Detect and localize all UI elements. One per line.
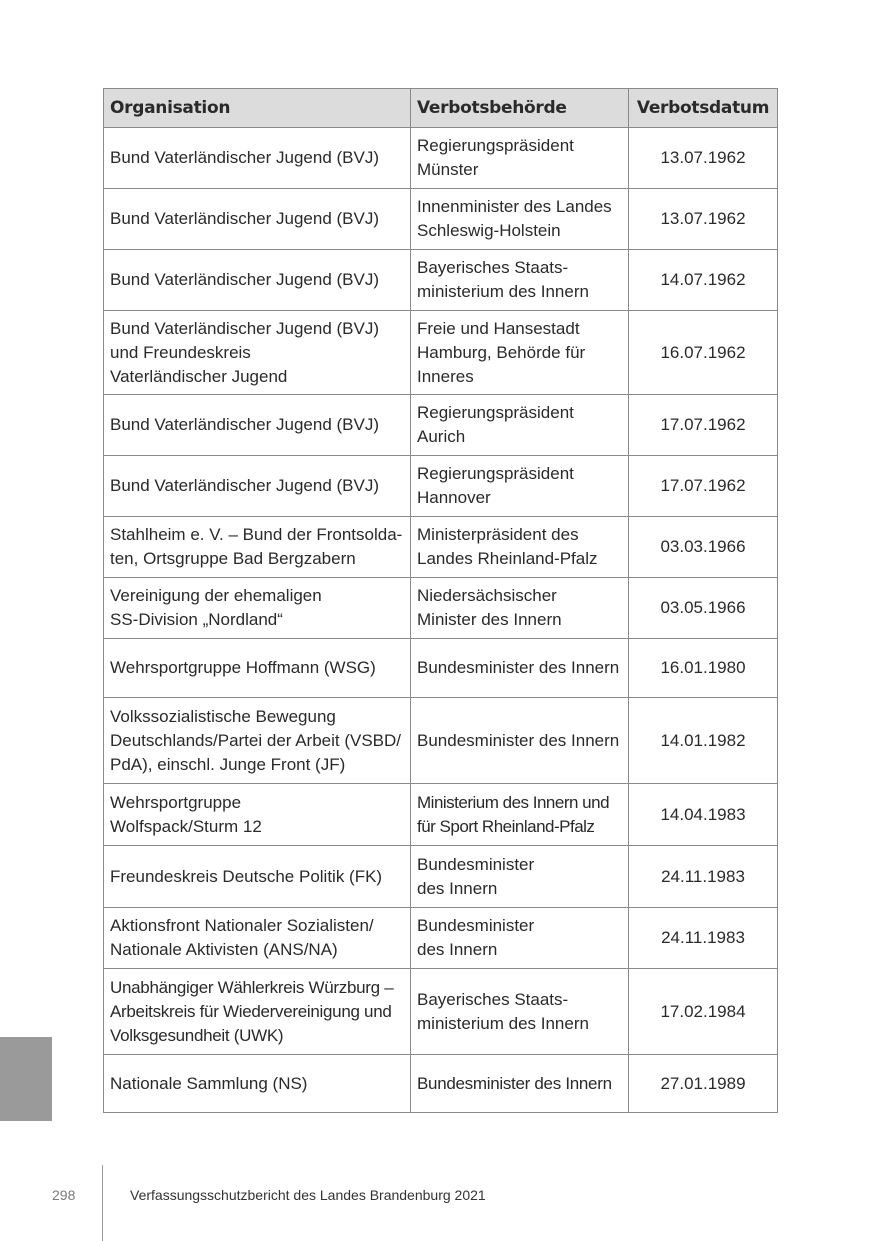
cell-organisation: Bund Vaterländischer Jugend (BVJ) <box>104 128 411 189</box>
cell-date: 16.07.1962 <box>629 311 778 395</box>
cell-date: 17.07.1962 <box>629 456 778 517</box>
cell-authority: Bayerisches Staats- ministerium des Innern <box>411 250 629 311</box>
cell-organisation: Bund Vaterländischer Jugend (BVJ) <box>104 395 411 456</box>
chapter-side-tab <box>0 1037 52 1121</box>
cell-date: 03.03.1966 <box>629 517 778 578</box>
table-row <box>104 908 778 969</box>
cell-organisation: Bund Vaterländischer Jugend (BVJ) <box>104 250 411 311</box>
cell-authority: Bundesminister des Innern <box>411 846 629 908</box>
cell-authority: Bundesminister des Innern <box>411 639 629 698</box>
cell-authority: Regierungspräsident Münster <box>411 128 629 189</box>
cell-organisation: Wehrsportgruppe Wolfspack/Sturm 12 <box>104 784 411 846</box>
cell-organisation: Nationale Sammlung (NS) <box>104 1055 411 1113</box>
header-verbotsbehoerde: Verbotsbehörde <box>411 89 629 128</box>
cell-date: 14.07.1962 <box>629 250 778 311</box>
table-row <box>104 311 778 395</box>
ban-table <box>103 88 778 1113</box>
table-row <box>104 639 778 698</box>
table-row <box>104 784 778 846</box>
cell-authority: Ministerium des Innern und für Sport Rheinland-Pfalz <box>411 784 629 846</box>
cell-authority: Freie und Hansestadt Hamburg, Behörde für Inneres <box>411 311 629 395</box>
cell-organisation: Stahlheim e. V. – Bund der Frontsolda- ten, Ortsgruppe Bad Bergzabern <box>104 517 411 578</box>
cell-authority: Bundesminister des Innern <box>411 1055 629 1113</box>
table-row <box>104 250 778 311</box>
table-row <box>104 698 778 784</box>
cell-organisation: Bund Vaterländischer Jugend (BVJ) <box>104 456 411 517</box>
table-row <box>104 517 778 578</box>
table-row <box>104 1055 778 1113</box>
page-number: 298 <box>52 1187 76 1203</box>
cell-date: 17.07.1962 <box>629 395 778 456</box>
table-row <box>104 189 778 250</box>
footer-divider <box>102 1165 103 1241</box>
cell-organisation: Unabhängiger Wählerkreis Würzburg – Arbeitskreis für Wiedervereinigung und Volksgesundheit (UWK) <box>104 969 411 1055</box>
table-row <box>104 969 778 1055</box>
cell-date: 14.01.1982 <box>629 698 778 784</box>
header-verbotsdatum: Verbotsdatum <box>629 89 778 128</box>
cell-authority: Regierungspräsident Hannover <box>411 456 629 517</box>
table-row <box>104 395 778 456</box>
cell-date: 24.11.1983 <box>629 846 778 908</box>
cell-date: 16.01.1980 <box>629 639 778 698</box>
table-row <box>104 456 778 517</box>
cell-date: 13.07.1962 <box>629 128 778 189</box>
cell-organisation: Bund Vaterländischer Jugend (BVJ) und Freundeskreis Vaterländischer Jugend <box>104 311 411 395</box>
cell-authority: Regierungspräsident Aurich <box>411 395 629 456</box>
cell-authority: Bundesminister des Innern <box>411 908 629 969</box>
cell-authority: Bayerisches Staats- ministerium des Innern <box>411 969 629 1055</box>
cell-authority: Innenminister des Landes Schleswig-Holstein <box>411 189 629 250</box>
cell-date: 17.02.1984 <box>629 969 778 1055</box>
cell-authority: Niedersächsischer Minister des Innern <box>411 578 629 639</box>
table-row <box>104 128 778 189</box>
cell-date: 27.01.1989 <box>629 1055 778 1113</box>
cell-organisation: Aktionsfront Nationaler Sozialisten/ Nationale Aktivisten (ANS/NA) <box>104 908 411 969</box>
cell-organisation: Bund Vaterländischer Jugend (BVJ) <box>104 189 411 250</box>
table-header-row <box>104 89 778 128</box>
table-row <box>104 578 778 639</box>
cell-organisation: Vereinigung der ehemaligen SS-Division „Nordland“ <box>104 578 411 639</box>
footer-title: Verfassungsschutzbericht des Landes Brandenburg 2021 <box>130 1187 486 1203</box>
cell-organisation: Freundeskreis Deutsche Politik (FK) <box>104 846 411 908</box>
cell-authority: Bundesminister des Innern <box>411 698 629 784</box>
cell-date: 24.11.1983 <box>629 908 778 969</box>
table-row <box>104 846 778 908</box>
header-organisation: Organisation <box>104 89 411 128</box>
cell-date: 03.05.1966 <box>629 578 778 639</box>
cell-date: 13.07.1962 <box>629 189 778 250</box>
cell-organisation: Wehrsportgruppe Hoffmann (WSG) <box>104 639 411 698</box>
cell-organisation: Volkssozialistische Bewegung Deutschlands/Partei der Arbeit (VSBD/ PdA), einschl. Junge Front (JF) <box>104 698 411 784</box>
cell-date: 14.04.1983 <box>629 784 778 846</box>
cell-authority: Ministerpräsident des Landes Rheinland-Pfalz <box>411 517 629 578</box>
